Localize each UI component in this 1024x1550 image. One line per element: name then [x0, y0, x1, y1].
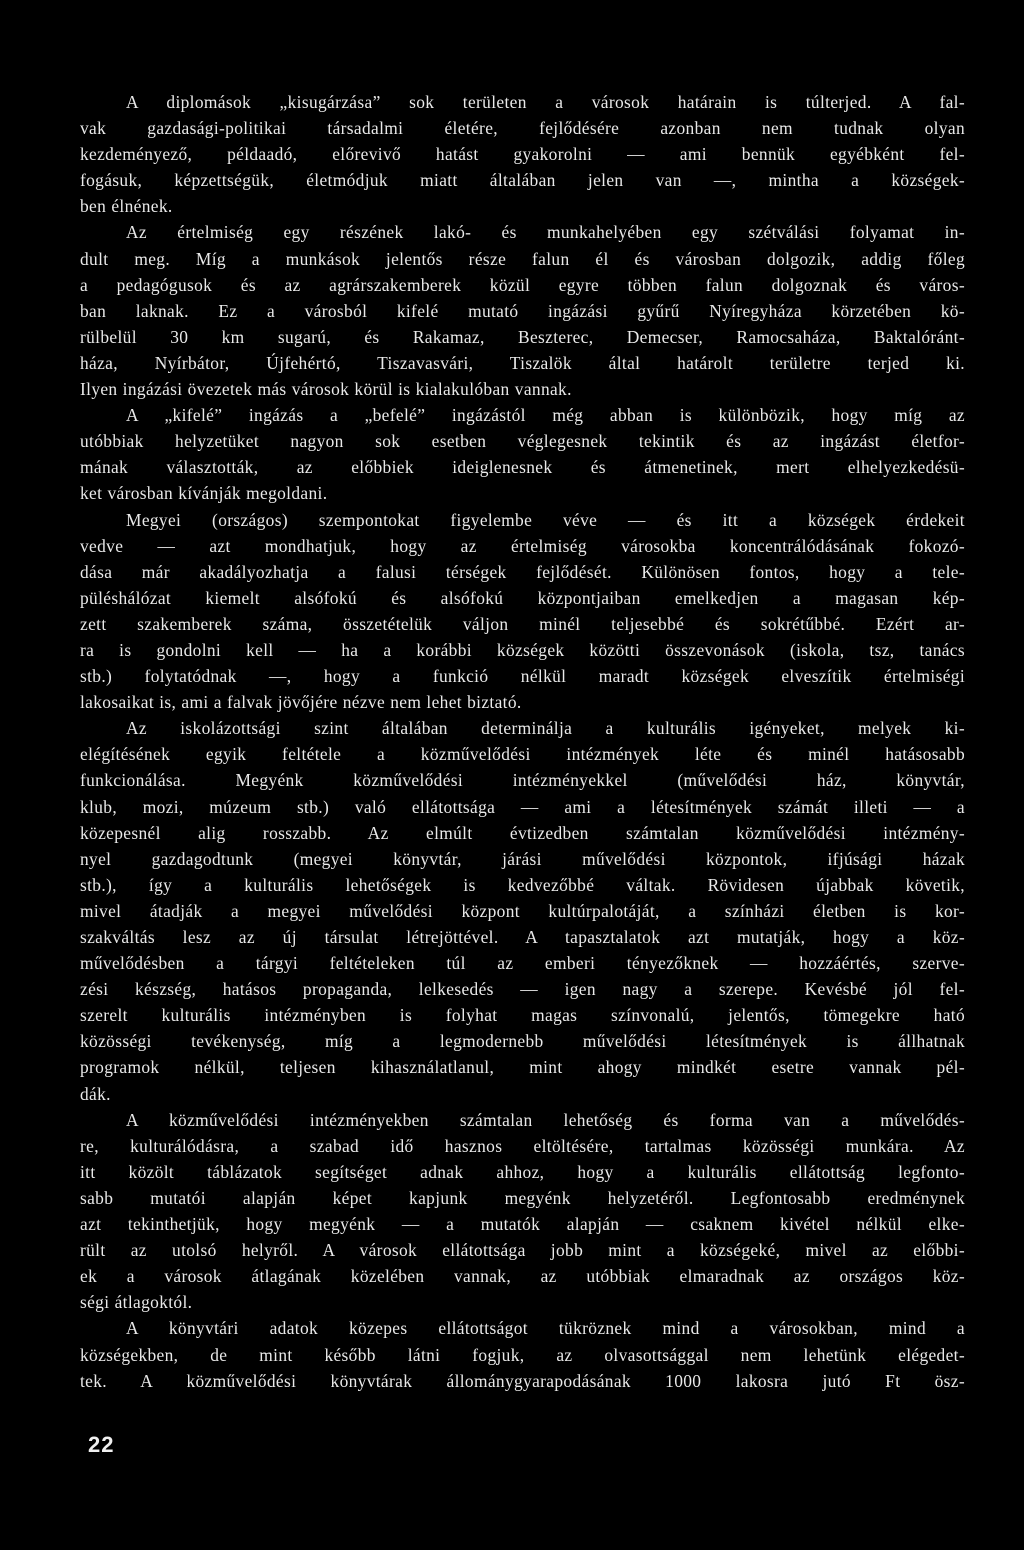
page-number: 22	[88, 1432, 115, 1457]
text-line: rülbelül 30 km sugarú, és Rakamaz, Beszterec, Demecser, Ramocsaháza, Baktalóránt-	[80, 326, 965, 347]
text-line: tek. A közművelődési könyvtárak állománygyarapodásának 1000 lakosra jutó Ft ösz-	[80, 1370, 965, 1391]
text-line: re, kulturálódásra, a szabad idő hasznos eltöltésére, tartalmas közösségi munkára. Az	[80, 1135, 965, 1156]
text-line: azt tekinthetjük, hogy megyénk — a mutatók alapján — csaknem kivétel nélkül elke-	[80, 1214, 965, 1235]
text-line: Az iskolázottsági szint általában determinálja a kulturális igényeket, melyek ki-	[126, 718, 965, 739]
text-line: mivel átadják a megyei művelődési központ kultúrpalotáját, a színházi életben is kor-	[80, 900, 965, 921]
text-line: itt közölt táblázatok segítséget adnak ahhoz, hogy a kulturális ellátottság legfonto-	[80, 1161, 965, 1182]
text-line: ek a városok átlagának közelében vannak, az utóbbiak elmaradnak az országos köz-	[80, 1266, 965, 1287]
text-line: A diplomások „kisugárzása” sok területen a városok határain is túlterjed. A fal-	[126, 92, 965, 112]
text-line: A közművelődési intézményekben számtalan lehetőség és forma van a művelődés-	[126, 1109, 965, 1130]
text-line: vedve — azt mondhatjuk, hogy az értelmiség városokba koncentrálódásának fokozó-	[80, 535, 965, 556]
text-line: zési készség, hatásos propaganda, lelkesedés — igen nagy a szerepe. Kevésbé jól fel-	[80, 979, 965, 1000]
text-line: rült az utolsó helyről. A városok ellátottsága jobb mint a községeké, mivel az előbbi-	[80, 1240, 965, 1261]
text-line: Megyei (országos) szempontokat figyelembe véve — és itt a községek érdekeit	[126, 509, 965, 530]
text-line: dása már akadályozhatja a falusi térségek fejlődését. Különösen fontos, hogy a tele-	[80, 561, 965, 582]
text-line: szakváltás lesz az új társulat létrejöttével. A tapasztalatok azt mutatják, hogy a köz-	[80, 927, 965, 947]
text-line: programok nélkül, teljesen kihasználatlanul, mint ahogy mindkét esetre vannak pél-	[80, 1057, 965, 1078]
text-line: stb.), így a kulturális lehetőségek is kedvezőbbé váltak. Rövidesen újabbak követik,	[80, 874, 965, 895]
body-text	[80, 89, 965, 1394]
text-line: ségi átlagoktól.	[80, 1292, 193, 1313]
text-line: püléshálózat kiemelt alsófokú és alsófokú központjaiban emelkedjen a magasan kép-	[80, 587, 965, 608]
text-line: dult meg. Míg a munkások jelentős része falun él és városban dolgozik, addig főleg	[80, 248, 965, 269]
text-line: nyel gazdagodtunk (megyei könyvtár, járási művelődési központok, ifjúsági házak	[80, 848, 965, 869]
text-line: funkcionálása. Megyénk közművelődési intézményekkel (művelődési ház, könyvtár,	[80, 770, 965, 791]
text-line: ben élnének.	[80, 196, 173, 217]
text-line: szerelt kulturális intézményben is folyhat magas színvonalú, jelentős, tömegekre ható	[80, 1005, 965, 1026]
text-line: zett szakemberek száma, összetételük váljon minél teljesebbé és sokrétűbbé. Ezért ar-	[80, 613, 965, 634]
text-line: művelődésben a tárgyi feltételeken túl az emberi tényezőknek — hozzáértés, szerve-	[80, 953, 965, 974]
text-line: lakosaikat is, ami a falvak jövőjére nézve nem lehet biztató.	[80, 692, 522, 713]
text-line: dák.	[80, 1083, 111, 1104]
text-line: ra is gondolni kell — ha a korábbi községek közötti összevonások (iskola, tsz, tanács	[80, 639, 965, 660]
text-line: utóbbiak helyzetüket nagyon sok esetben véglegesnek tekintik és az ingázást életfor-	[80, 431, 965, 452]
text-line: sabb mutatói alapján képet kapjunk megyénk helyzetéről. Legfontosabb eredménynek	[80, 1187, 965, 1208]
text-line: ban laknak. Ez a városból kifelé mutató ingázási gyűrű Nyíregyháza körzetében kö-	[80, 300, 965, 321]
text-line: A könyvtári adatok közepes ellátottságot tükröznek mind a városokban, mind a	[126, 1318, 965, 1339]
text-line: közösségi tevékenység, míg a legmodernebb művelődési létesítmények is állhatnak	[80, 1031, 965, 1052]
text-line: kezdeményező, példaadó, előrevivő hatást gyakorolni — ami bennük egyébként fel-	[80, 144, 965, 165]
text-line: klub, mozi, múzeum stb.) való ellátottsága — ami a létesítmények számát illeti — a	[80, 796, 965, 817]
text-line: fogásuk, képzettségük, életmódjuk miatt általában jelen van —, mintha a községek-	[80, 170, 965, 191]
text-line: a pedagógusok és az agrárszakemberek közül egyre többen falun dolgoznak és város-	[80, 274, 965, 295]
text-line: községekben, de mint később látni fogjuk, az olvasottsággal nem lehetünk elégedet-	[80, 1344, 965, 1365]
text-line: közepesnél alig rosszabb. Az elmúlt évtizedben számtalan közművelődési intézmény-	[80, 822, 965, 843]
text-line: elégítésének egyik feltétele a közművelődési intézmények léte és minél hatásosabb	[80, 744, 965, 765]
text-line: stb.) folytatódnak —, hogy a funkció nélkül maradt községek elveszítik értelmiségi	[80, 666, 965, 687]
text-line: Ilyen ingázási övezetek más városok körül is kialakulóban vannak.	[80, 379, 572, 400]
text-line: háza, Nyírbátor, Újfehértó, Tiszavasvári, Tiszalök által határolt területre terjed ki.	[80, 352, 965, 373]
text-line: A „kifelé” ingázás a „befelé” ingázástól még abban is különbözik, hogy míg az	[126, 405, 965, 426]
text-line: Az értelmiség egy részének lakó- és munkahelyében egy szétválási folyamat in-	[126, 222, 965, 243]
text-line: ket városban kívánják megoldani.	[80, 483, 328, 504]
text-line: mának választották, az előbbiek ideiglenesnek és átmenetinek, mert elhelyezkedésü-	[80, 457, 965, 478]
text-line: vak gazdasági-politikai társadalmi életére, fejlődésére azonban nem tudnak olyan	[80, 118, 965, 139]
